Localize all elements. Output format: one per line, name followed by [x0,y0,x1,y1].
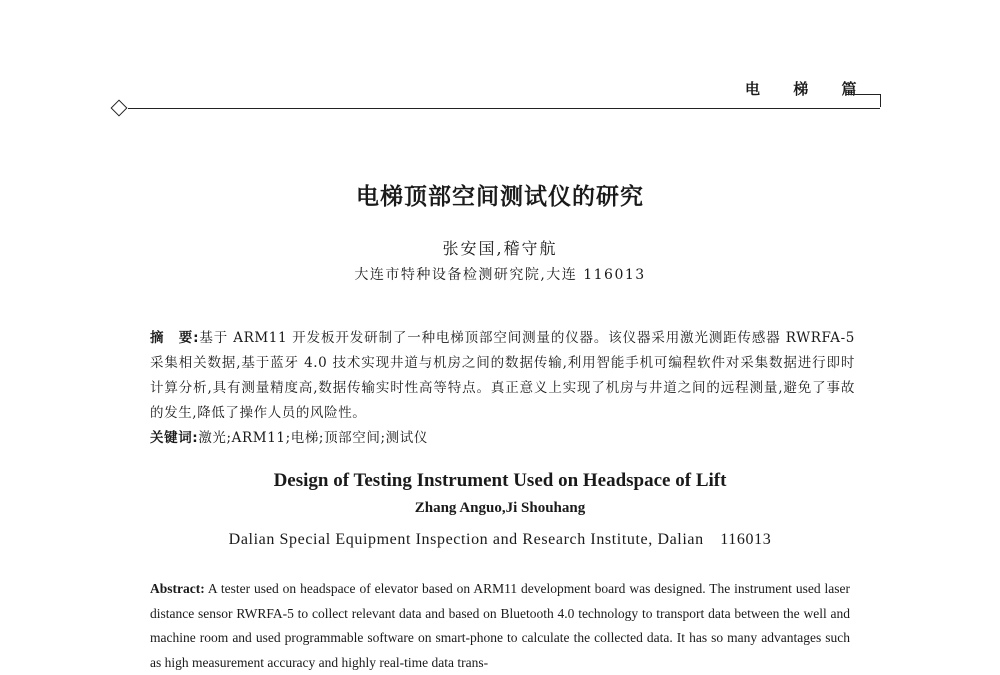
abstract-en-label: Abstract: [150,581,205,596]
abstract-en [150,577,850,675]
title-cn: 电梯顶部空间测试仪的研究 [356,184,644,210]
diamond-icon [111,100,128,117]
keywords-cn-label: 关键词: [150,430,199,446]
abstract-en-text: A tester used on headspace of elevator based on ARM11 development board was designed. The instrument used laser distance sensor RWRFA-5 to collect relevant data and based on Bluetooth 4.0 technology to transport data between the well and machine room and used programmable software on smart-phone to calculate the collected data. It has so many advantages such as high measurement accuracy and highly real-time data trans- [150,581,850,670]
affiliation-en: Dalian Special Equipment Inspection and Research Institute, Dalian 116013 [228,531,772,548]
authors-cn: 张安国,稽守航 [442,239,558,258]
affiliation-cn: 大连市特种设备检测研究院,大连 116013 [354,267,646,283]
abstract-cn-text: 基于 ARM11 开发板开发研制了一种电梯顶部空间测量的仪器。该仪器采用激光测距传感器 RWRFA-5 采集相关数据,基于蓝牙 4.0 技术实现井道与机房之间的数据传输,利用智能手机可编程软件对采集数据进行即时计算分析,具有测量精度高,数据传输实时性高等特点。真正意义上实现了机房与井道之间的远程测量,避免了事故的发生,降低了操作人员的风险性。 [150,330,855,421]
keywords-cn-text: 激光;ARM11;电梯;顶部空间;测试仪 [198,430,428,446]
header-rule-tail [846,94,881,107]
keywords-cn [150,426,855,446]
title-en: Design of Testing Instrument Used on Headspace of Lift [273,470,727,491]
section-tag: 电 梯 篇 [745,80,871,98]
abstract-cn [150,326,855,426]
authors-en: Zhang Anguo,Ji Shouhang [414,500,586,516]
header-rule [128,108,880,109]
abstract-cn-label: 摘 要: [150,330,200,346]
